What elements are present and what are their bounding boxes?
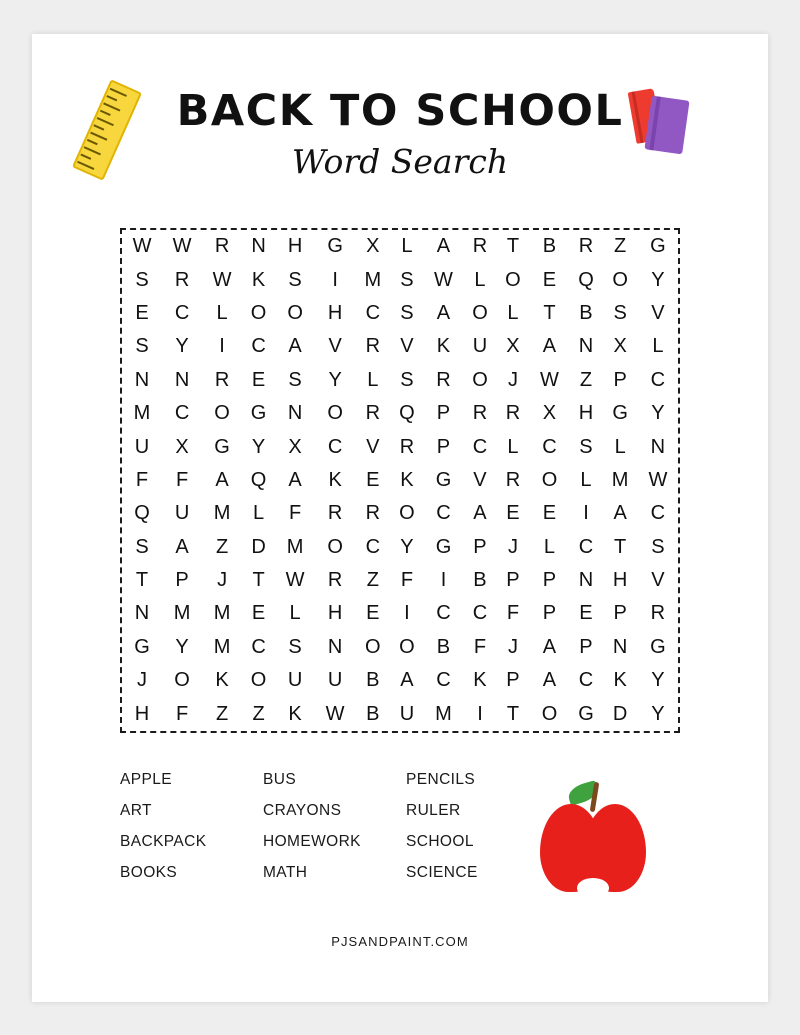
grid-cell[interactable]: Y [400,535,414,558]
word-list-item[interactable]: RULER [406,802,461,819]
grid-row [122,597,678,630]
grid-cell[interactable]: K [251,268,266,291]
grid-cell[interactable]: U [134,435,150,458]
grid-cell[interactable]: N [174,368,190,391]
apple-icon [540,778,650,893]
grid-cell[interactable]: L [652,335,664,358]
word-list-column-2 [263,764,406,888]
grid-cell[interactable]: G [612,402,628,425]
grid-cell[interactable]: O [250,301,267,324]
grid-cell[interactable]: Y [175,635,189,658]
grid-cell[interactable]: M [133,402,151,425]
grid-cell[interactable]: F [288,502,302,525]
grid-cell[interactable]: R [472,235,488,258]
grid-cell[interactable]: R [650,602,666,625]
grid-cell[interactable]: R [214,235,230,258]
grid-cell[interactable]: C [436,602,451,625]
grid-cell[interactable]: X [506,335,520,358]
grid-cell[interactable]: Y [251,435,266,458]
grid-cell[interactable]: S [288,268,302,291]
grid-cell[interactable]: L [401,235,413,258]
grid-cell[interactable]: P [579,635,593,658]
word-list-item[interactable]: BOOKS [120,864,178,881]
grid-cell[interactable]: O [541,468,558,491]
grid-cell[interactable]: W [325,702,345,725]
grid-cell[interactable]: U [399,702,415,725]
grid-cell[interactable]: A [400,669,414,692]
grid-cell[interactable]: N [650,435,666,458]
grid-cell[interactable]: L [543,535,556,558]
grid-cell[interactable]: E [542,502,557,525]
grid-cell[interactable]: B [542,235,557,258]
grid-cell[interactable]: D [612,702,628,725]
grid-cell[interactable]: L [216,301,228,324]
grid-cell[interactable]: L [289,602,301,625]
grid-cell[interactable]: O [399,635,415,658]
grid-cell[interactable]: I [477,702,483,725]
grid-cell[interactable]: Z [252,702,265,725]
grid-cell[interactable]: K [613,669,627,692]
grid-row [122,464,678,497]
grid-cell[interactable]: O [472,301,488,324]
word-list-item[interactable]: BUS [263,771,297,788]
grid-row [122,697,678,731]
grid-cell[interactable]: N [578,335,594,358]
header [32,34,768,194]
grid-cell[interactable]: B [579,301,593,324]
grid-cell[interactable]: C [578,535,594,558]
grid-cell[interactable]: N [287,402,303,425]
grid-cell[interactable]: O [327,402,343,425]
word-list-item[interactable]: HOMEWORK [263,833,361,850]
grid-cell[interactable]: F [175,702,189,725]
grid-cell[interactable]: M [213,502,231,525]
grid-cell[interactable]: S [400,301,414,324]
grid-cell[interactable]: R [505,402,521,425]
grid-cell[interactable]: U [287,669,303,692]
grid-row [122,564,678,597]
grid-cell[interactable]: E [506,502,520,525]
grid-cell[interactable]: T [506,235,520,258]
grid-cell[interactable]: W [648,468,668,491]
grid-cell[interactable]: J [137,669,148,692]
grid-cell[interactable]: M [213,635,231,658]
grid-cell[interactable]: Q [134,502,150,525]
grid-cell[interactable]: U [472,335,488,358]
grid-cell[interactable]: O [399,502,415,525]
grid-cell[interactable]: V [328,335,342,358]
grid-cell[interactable]: O [327,535,343,558]
grid-cell[interactable]: M [213,602,231,625]
grid-cell[interactable]: L [367,368,379,391]
grid-cell[interactable]: P [506,669,520,692]
grid-cell[interactable]: H [327,301,343,324]
letter-grid [122,230,678,731]
word-list-item[interactable]: SCIENCE [406,864,478,881]
grid-cell[interactable]: X [613,335,627,358]
grid-row [122,364,678,397]
grid-cell[interactable]: R [578,235,594,258]
grid-cell[interactable]: G [650,635,666,658]
footer-credit: PJSANDPAINT.COM [331,934,469,949]
grid-cell[interactable]: R [327,502,343,525]
grid-cell[interactable]: Y [328,368,342,391]
grid-cell[interactable]: G [214,435,230,458]
grid-cell[interactable]: Z [614,235,627,258]
grid-cell[interactable]: Z [215,702,229,725]
grid-cell[interactable]: C [174,402,190,425]
grid-cell[interactable]: K [400,468,414,491]
grid-cell[interactable]: S [135,535,149,558]
grid-cell[interactable]: M [286,535,304,558]
word-list [120,764,550,888]
grid-row [122,330,678,363]
grid-cell[interactable]: A [613,502,627,525]
grid-cell[interactable]: L [507,435,519,458]
grid-cell[interactable]: Z [579,368,593,391]
grid-cell[interactable]: X [542,402,557,425]
grid-cell[interactable]: W [172,235,192,258]
grid-cell[interactable]: H [327,602,343,625]
grid-cell[interactable]: J [217,569,228,592]
grid-cell[interactable]: A [436,301,451,324]
grid-cell[interactable]: E [135,301,149,324]
word-list-item[interactable]: ART [120,802,152,819]
grid-row [122,664,678,697]
grid-cell[interactable]: O [612,268,628,291]
grid-cell[interactable]: F [400,569,414,592]
grid-cell[interactable]: P [613,602,627,625]
grid-cell[interactable]: C [365,535,381,558]
grid-cell[interactable]: S [613,301,627,324]
grid-cell[interactable]: C [578,669,594,692]
grid-cell[interactable]: K [288,702,302,725]
grid-row [122,497,678,530]
grid-cell[interactable]: I [219,335,225,358]
grid-cell[interactable]: K [473,669,487,692]
grid-cell[interactable]: A [542,669,557,692]
word-list-item[interactable]: CRAYONS [263,802,342,819]
grid-cell[interactable]: X [288,435,302,458]
grid-cell[interactable]: R [436,368,451,391]
grid-cell[interactable]: A [473,502,487,525]
grid-cell[interactable]: N [134,602,150,625]
grid-cell[interactable]: W [212,268,232,291]
grid-cell[interactable]: P [473,535,487,558]
grid-cell[interactable]: B [366,702,380,725]
grid-cell[interactable]: R [399,435,415,458]
grid-cell[interactable]: I [404,602,410,625]
grid-cell[interactable]: S [288,635,302,658]
grid-cell[interactable]: P [506,569,520,592]
grid-cell[interactable]: H [578,402,594,425]
grid-cell[interactable]: O [214,402,230,425]
grid-cell[interactable]: S [400,268,414,291]
grid-cell[interactable]: E [542,268,557,291]
grid-cell[interactable]: T [543,301,556,324]
grid-cell[interactable]: W [434,268,453,291]
grid-cell[interactable]: C [472,602,488,625]
grid-cell[interactable]: Y [651,669,665,692]
grid-cell[interactable]: U [327,669,343,692]
grid-cell[interactable]: J [507,635,518,658]
grid-cell[interactable]: N [578,569,594,592]
grid-cell[interactable]: F [135,468,149,491]
grid-cell[interactable]: O [472,368,488,391]
grid-cell[interactable]: A [175,535,189,558]
grid-cell[interactable]: W [132,235,152,258]
grid-row [122,263,678,296]
grid-cell[interactable]: P [436,435,451,458]
grid-cell[interactable]: C [251,335,266,358]
grid-cell[interactable]: D [251,535,266,558]
grid-cell[interactable]: A [542,335,557,358]
grid-cell[interactable]: L [507,301,519,324]
grid-row [122,531,678,564]
grid-cell[interactable]: V [651,569,665,592]
grid-cell[interactable]: L [474,268,486,291]
grid-cell[interactable]: O [250,669,267,692]
word-list-column-3 [406,764,549,888]
grid-cell[interactable]: T [252,569,265,592]
grid-cell[interactable]: O [505,268,521,291]
grid-cell[interactable]: C [472,435,488,458]
grid-cell[interactable]: C [542,435,557,458]
grid-cell[interactable]: C [650,502,666,525]
grid-cell[interactable]: E [251,368,266,391]
grid-cell[interactable]: V [651,301,665,324]
word-list-item[interactable]: APPLE [120,771,172,788]
grid-cell[interactable]: F [175,468,189,491]
grid-cell[interactable]: L [614,435,626,458]
grid-cell[interactable]: S [400,368,414,391]
grid-cell[interactable]: N [327,635,343,658]
grid-cell[interactable]: S [579,435,593,458]
grid-cell[interactable]: Y [651,702,665,725]
grid-cell[interactable]: T [135,569,149,592]
grid-cell[interactable]: G [578,702,594,725]
grid-cell[interactable]: K [215,669,229,692]
grid-cell[interactable]: O [174,669,190,692]
grid-cell[interactable]: O [365,635,381,658]
grid-cell[interactable]: B [436,635,451,658]
grid-cell[interactable]: B [473,569,487,592]
grid-row [122,397,678,430]
grid-row [122,430,678,463]
grid-cell[interactable]: C [650,368,666,391]
grid-cell[interactable]: C [327,435,343,458]
grid-cell[interactable]: M [435,702,452,725]
grid-cell[interactable]: C [436,669,451,692]
grid-cell[interactable]: N [612,635,628,658]
grid-cell[interactable]: A [288,335,302,358]
grid-cell[interactable]: O [287,301,303,324]
word-list-item[interactable]: PENCILS [406,771,476,788]
grid-cell[interactable]: F [506,602,520,625]
grid-cell[interactable]: H [612,569,628,592]
grid-cell[interactable]: Z [366,569,379,592]
grid-cell[interactable]: G [250,402,267,425]
grid-cell[interactable]: C [365,301,381,324]
grid-cell[interactable]: N [134,368,150,391]
grid-cell[interactable]: W [540,368,559,391]
grid-cell[interactable]: G [327,235,343,258]
grid-cell[interactable]: Q [250,468,267,491]
worksheet-page [32,34,768,1002]
grid-cell[interactable]: G [435,468,452,491]
grid-cell[interactable]: E [251,602,266,625]
grid-cell[interactable]: S [288,368,302,391]
grid-cell[interactable]: M [611,468,629,491]
grid-cell[interactable]: Q [399,402,415,425]
grid-cell[interactable]: R [174,268,190,291]
grid-cell[interactable]: L [253,502,265,525]
grid-cell[interactable]: E [366,468,380,491]
grid-row [122,631,678,664]
grid-cell[interactable]: E [366,602,380,625]
grid-cell[interactable]: K [328,468,342,491]
grid-cell[interactable]: P [175,569,189,592]
grid-cell[interactable]: C [436,502,451,525]
grid-cell[interactable]: R [327,569,343,592]
grid-cell[interactable]: Q [578,268,594,291]
grid-cell[interactable]: P [436,402,451,425]
grid-cell[interactable]: A [215,468,229,491]
grid-cell[interactable]: X [175,435,189,458]
grid-cell[interactable]: V [473,468,487,491]
grid-cell[interactable]: S [135,268,149,291]
grid-cell[interactable]: C [251,635,266,658]
grid-cell[interactable]: R [365,402,381,425]
word-list-item[interactable]: MATH [263,864,308,881]
grid-cell[interactable]: H [287,235,303,258]
grid-cell[interactable]: B [366,669,380,692]
word-list-item[interactable]: BACKPACK [120,833,207,850]
grid-cell[interactable]: I [583,502,589,525]
grid-cell[interactable]: R [365,335,381,358]
grid-cell[interactable]: P [613,368,627,391]
grid-cell[interactable]: Y [651,268,665,291]
grid-cell[interactable]: S [651,535,665,558]
grid-cell[interactable]: H [134,702,150,725]
grid-cell[interactable]: A [288,468,302,491]
grid-cell[interactable]: L [580,468,592,491]
grid-cell[interactable]: R [505,468,521,491]
grid-cell[interactable]: Y [651,402,665,425]
grid-cell[interactable]: M [364,268,382,291]
grid-cell[interactable]: M [173,602,191,625]
grid-cell[interactable]: P [542,569,557,592]
grid-cell[interactable]: T [506,702,520,725]
books-icon [626,84,706,164]
grid-cell[interactable]: J [507,535,518,558]
grid-cell[interactable]: J [507,368,518,391]
grid-cell[interactable]: O [541,702,558,725]
grid-cell[interactable]: N [251,235,266,258]
grid-cell[interactable]: V [366,435,380,458]
grid-cell[interactable]: Y [175,335,189,358]
grid-row [122,230,678,263]
grid-cell[interactable]: C [174,301,190,324]
grid-cell[interactable]: V [400,335,414,358]
grid-cell[interactable]: S [135,335,149,358]
page-subtitle: Word Search [291,142,509,181]
grid-cell[interactable]: G [435,535,452,558]
grid-cell[interactable]: A [436,235,451,258]
grid-cell[interactable]: R [472,402,488,425]
grid-cell[interactable]: K [436,335,451,358]
grid-cell[interactable]: T [614,535,627,558]
grid-cell[interactable]: I [332,268,338,291]
word-list-item[interactable]: SCHOOL [406,833,474,850]
grid-cell[interactable]: F [473,635,487,658]
grid-cell[interactable]: X [366,235,380,258]
grid-cell[interactable]: E [579,602,593,625]
grid-cell[interactable]: R [214,368,230,391]
grid-cell[interactable]: R [365,502,381,525]
grid-cell[interactable]: U [174,502,190,525]
page-title: BACK TO SCHOOL [176,86,624,136]
grid-row [122,297,678,330]
word-search-grid[interactable] [120,228,680,733]
grid-cell[interactable]: W [285,569,305,592]
grid-cell[interactable]: G [134,635,150,658]
grid-cell[interactable]: A [542,635,557,658]
word-list-column-1 [120,764,263,888]
grid-cell[interactable]: Z [215,535,229,558]
grid-cell[interactable]: P [542,602,557,625]
grid-cell[interactable]: G [650,235,666,258]
grid-cell[interactable]: I [440,569,447,592]
